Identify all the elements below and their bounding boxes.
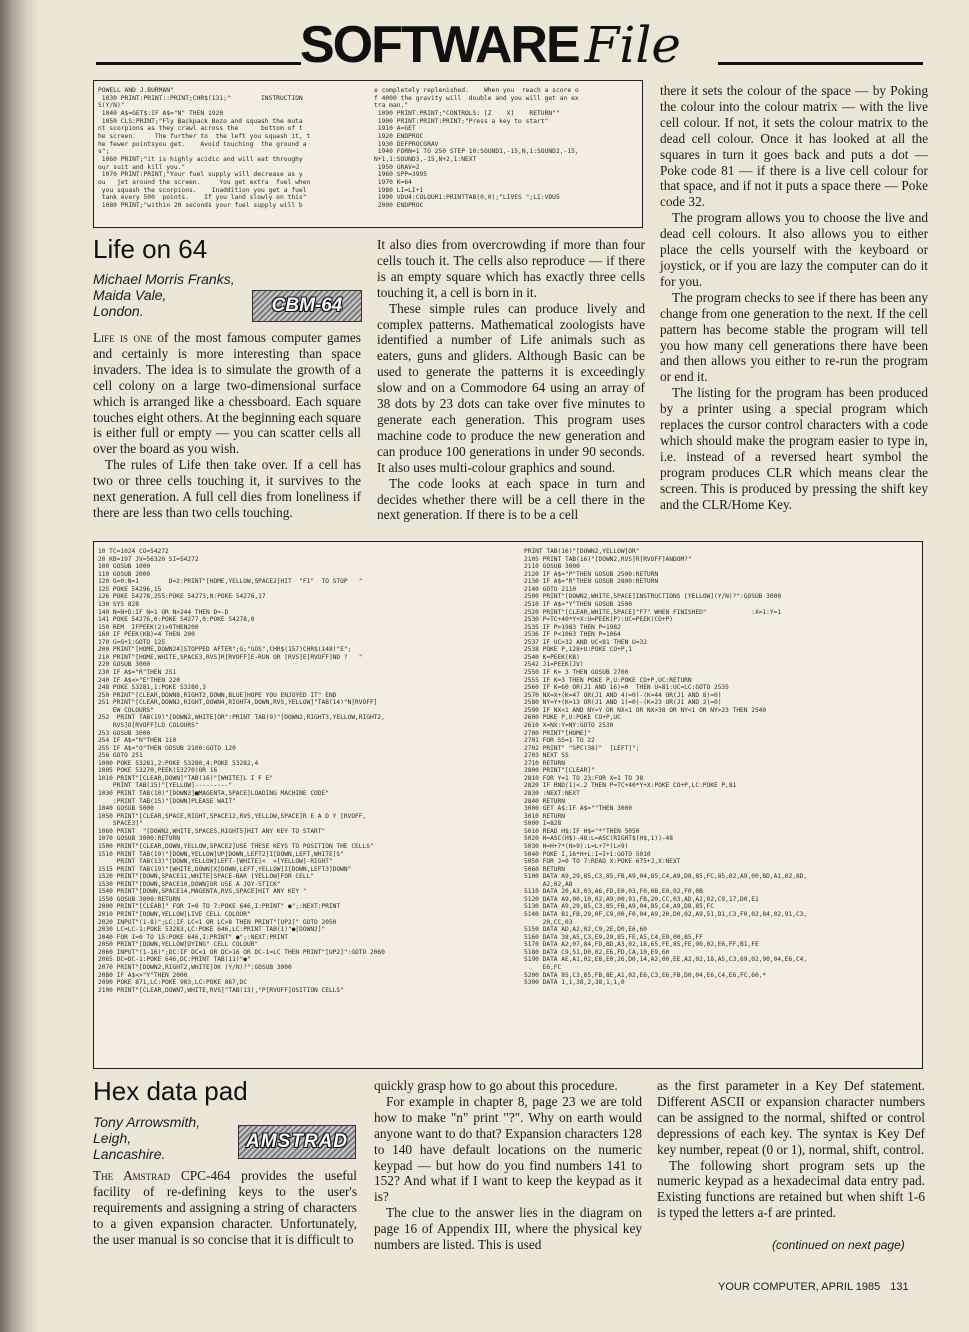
page-number: 131 [890,1281,909,1293]
article-hex-paragraph: The clue to the answer lies in the diagram on page 16 of Appendix III, where the physical key numbers are listed. This is used [374,1205,642,1253]
life-listing-left-column: 10 TC=1024 CO=54272 20 KB=197 JV=56320 SI=54272 100 GOSUB 1000 110 GOSUB 2000 120 G=0:N=1 D=2:PRINT"[HOME,YELLOW,SPACE2]HIT "F1" TO STOP " 125 POKE 54296,15 126 POKE 54278,255:POKE 54273,N:POKE 54276,17 130 SYS 828 140 N=N+D:IF N=1 OR N>244 THEN D=-D 141 POKE 54276,0:POKE 54277,0:POKE 54278,0 150 REM IFPEEK(2)>0THEN200 160 IF PEEK(KB)=4 THEN 200 170 G=G+1:GOTO 125 200 PRINT"[HOME,DOWN24]STOPPED AFTER";G;"GOS",CHR$(157)CHR$(148)"E"; 210 PRINT"[HOME,WHITE,SPACE3,RVS]R[RVOFF]E-RUN OR [RVS]E[RVOFF]ND ? " 220 GOSUB 3000 230 IF A$="R"THEN 251 240 IF A$<>"E"THEN 220 248 POKE 53281,1:POKE 53280,3 250 PRINT"[CLEAR,DOWN8,RIGHT2,DOWN,BLUE]HOPE YOU ENJOYED IT" END 251 PRINT"[CLEAR,DOWN2,RIGHT,DOWN4,RIGHT4,DOWN,RVS,YELLOW]"TAB(14)"N[RVOFF] EW COLOURS" 252 PRINT TAB(19)"[DOWN2,WHITE]OR":PRINT TAB(9)"[DOWN2,RIGHT3,YELLOW,RIGHT2, RVS]O[RVOFF]LD COLOURS" 253 GOSUB 3000 254 IF A$="N"THEN 110 255 IF A$="O"THEN GOSUB 2100:GOTO 120 256 GOTO 251 1000 POKE 53281,2:POKE 53280,4:POKE 53282,4 1005 POKE 53270,PEEK(53270)OR 16 1010 PRINT"[CLEAR,DOWN]"TAB(16)"[WHITE]L I F E" PRINT TAB(15)"[YELLOW]---------" 1030 PRINT TAB(10)"[DOWN3]■MAGENTA,SPACE]LOADING MACHINE CODE" :PRINT TAB(15)"[DOWN]PLEASE WAIT" 1040 GOSUB 5000 1050 PRINT"[CLEAR,SPACE,RIGHT,SPACE12,RVS,YELLOW,SPACE]R E A D Y [RVOFF, SPACE3]" 1060 PRINT "[DOWN2,WHITE,SPACE5,RIGHT5]HIT ANY KEY TO START" 1070 GOSUB 3000:RETURN 1500 PRINT"[CLEAR,DOWN,YELLOW,SPACE2]USE THESE KEYS TO POSITION THE CELLS" 1510 PRINT TAB(19)"[DOWN,YELLOW]UP[DOWN,LEFT2]I[DOWN,LEFT,WHITE]S" PRINT TAB(13)"[DOWN,YELLOW]LEFT-[WHITE]< >[YELLOW]-RIGHT" 1515 PRINT TAB(19)"[WHITE,DOWN]X[DOWN,LEFT,YELLOW]I[DOWN,LEFT3]DOWN" 1520 PRINT"[DOWN,SPACE11,WHITE]SPACE-BAR [YELLOW]FOR CELL" 1530 PRINT"[DOWN,SPACE10,DOWN]OR USE A JOY-STICK" 1540 PRINT"[DOWN,SPACE14,MAGENTA,RVS,SPACE]HIT ANY KEY " 1550 GOSUB 3000:RETURN 2000 PRINT"[CLEAR]" FOR I=0 TO 7:POKE 646,I:PRINT" ●";:NEXT:PRINT 2010 PRINT"[DOWN,YELLOW]LIVE CELL COLOUR" 2020 INPUT"(1-8)";LC:IF LC<1 OR LC>8 THEN PRINT"[UP2]" GOTO 2050 2030 LC=LC-1:POKE 53283,LC:POKE 646,LC:PRINT TAB(1)"●[DOWN2]" 2040 FOR I=0 TO 15:POKE 646,I:PRINT" ●";:NEXT:PRINT 2050 PRINT"[DOWN,YELLOW]DYING" CELL COLOUR" 2060 INPUT"(1-16)";DC:IF DC<1 OR DC>16 OR DC-1=LC THEN PRINT"[UP2]":GOTO 2060 2065 DC=DC-1:POKE 646,DC:PRINT TAB(11)"●" 2070 PRINT"[DOWN2,RIGHT2,WHITE]OK (Y/N)?":GOSUB 3000 2080 IF A$<>"Y"THEN 2000 2090 POKE 871,LC:POKE 903,LC:POKE 867,DC 2100 PRINT"[CLEAR,DOWN7,WHITE,RVS]"TAB(13),"P[RVOFF]OSITION CELLS" [98,548,385,994]
article-life-column-3 [660,83,928,512]
article-life-byline: Michael Morris Franks, Maida Vale, London. [93,271,235,319]
article-hex-byline: Tony Arrowsmith, Leigh, Lancashire. [93,1114,201,1162]
article-hex-paragraph: as the first parameter in a Key Def statement. Different ASCII or expansion character numbers can be assigned to the normal, shifted or control depressions of each key. The syntax is Key Def key number, repeat (0 or 1), normal, shift, control. [657,1078,925,1157]
article-life-column-2 [377,237,645,523]
article-life-lead: Life is one [93,330,152,345]
article-hex-text: CPC-464 provides the useful facility of re-defining keys to the user's requirements and assigning a string of characters to a given expansion character. Unfortunately, the user manual is so concise that it is difficult to [93,1168,357,1247]
amstrad-badge: AMSTRAD [238,1125,356,1159]
article-hex-paragraph: For example in chapter 8, page 23 we are told how to make "n" print "?". Why on earth would anyone want to do that? Expansion characters 128 to 140 have default locations on the numeric keypad — but how do you find numbers 141 to 152? And what if I want to keep the keypad as it is? [374,1093,642,1205]
article-life-paragraph: The listing for the program has been produced by a printer using a special program which replaces the cursor control characters with a code which should make the program easier to type in, i.e. instead of a reversed heart symbol the program produces CLR which means clear the screen. This is produced by pressing the shift key and the CLR/Home Key. [660,385,928,512]
masthead-script-title: File [584,16,681,74]
top-listing-left-column: POWELL AND J.BURMAN" 1030 PRINT:PRINT::PRINT;CHR$(131;" INSTRUCTION S(Y/N)" 1040 A$=GET$:IF A$="N" THEN 1920 1050 CLS:PRINT;"Fly Backpack Bozo and squash the muta nt scorpions as they crawl across the bottom of t he screen. The further to the left you squash it, t he fewer pointsyou get. Avoid touching the ground a s"; 1060 PRINT;"it is highly acidic and will eat throughy our suit and kill you." 1070 PRINT:PRINT;"Your fuel supply will decrease as y ou jet around the screen. You get extra fuel when you squash the scorpions. Inaddition you get a fuel tank every 500 points. If you land slowly on this" 1080 PRINT;"within 20 seconds your fuel supply will b [98,87,311,210]
article-hex-column-3 [657,1078,925,1221]
article-life-paragraph: The rules of Life then take over. If a cell has two or three cells touching it, it survives to the next generation. A full cell dies from loneliness if there are less than two cells touching. [93,457,361,520]
cbm64-badge: CBM-64 [252,290,362,322]
article-life-paragraph: The program allows you to choose the live and dead cell colours. It also allows you to either place the cells yourself with the keyboard or joystick, or if you are lazy the computer can do it for you. [660,210,928,289]
article-life-paragraph: These simple rules can produce lively and complex patterns. Mathematical zoologists have identified a number of Life animals such as eaters, guns and gliders. Although Basic can be used to generate the patterns it is exceedingly slow and on a Commodore 64 using an array of 38 dots by 23 dots can take over five minutes to generate each generation. This program uses machine code to produce the new generation and can produce 100 generations in under 90 seconds. It also uses multi-colour graphics and sound. [377,300,645,475]
article-life-paragraph: The program checks to see if there has been any change from one generation to the next. If the cell pattern has become stable the program will tell you how many cell generations there have been and then allows you either to re-run the program or end it. [660,289,928,385]
life-listing-right-column: PRINT TAB(16)"[DOWN2,YELLOW]OR" 2105 PRINT TAB(16)"[DOWN2,RVS]R[RVOFF]ANDOM?" 2110 GOSUB 3000 2120 IF A$="P"THEN GOSUB 2500:RETURN 2130 IF A$="R"THEN GOSUB 2800:RETURN 2140 GOTO 2110 2500 PRINT"[DOWN2,WHITE,SPACE]INSTRUCTIONS [YELLOW](Y/N)?":GOSUB 3000 2510 IF A$="Y"THEN GOSUB 1500 2520 PRINT"[CLEAR,WHITE,SPACE]"F7" WHEN FINISHED" :X=1:Y=1 2530 P=TC+40*Y+X:U=PEEK(P):UC=PEEK(CO+P) 2535 IF P>1983 THEN P=1982 2536 IF P<1063 THEN P=1064 2537 IF UC>32 AND UC<81 THEN U=32 2538 POKE P,128+U:POKE CO+P,1 2540 K=PEEK(KB) 2542 J1=PEEK(JV) 2550 IF K= 3 THEN GOSUB 2700 2555 IF K=3 THEN POKE P,U:POKE CO+P,UC:RETURN 2560 IF K=60 OR(J1 AND 16)=0 THEN U=81:UC=LC:GOTO 2535 2570 NX=X+(K=47 OR(J1 AND 4)=0)-(K=44 OR(J1 AND 8)=0) 2580 NY=Y+(K=13 OR(J1 AND 1)=0)-(K=23 OR(J1 AND 2)=0) 2590 IF NX<1 AND NY=Y OR NX<1 OR NX>38 OR NY<1 OR NY>23 THEN 2540 2600 POKE P,U:POKE CO+P,UC 2610 X=NX:Y=NY:GOTO 2530 2700 PRINT"[HOME]" 2701 FOR SS=1 TO 22 2702 PRINT" "SPC(38)" [LEFT]"; 2703 NEXT SS 2710 RETURN 2800 PRINT"[CLEAR]" 2810 FOR Y=1 TO 23:FOR X=1 TO 38 2820 IF RND(1)<.2 THEN P=TC+40*Y+X:POKE CO+P,LC:POKE P,81 2830 :NEXT:NEXT 2840 RETURN 3000 GET A$:IF A$=""THEN 3000 3010 RETURN 5000 I=828 5010 READ H$:IF H$="*"THEN 5050 5020 H=ASC(H$)-48:L=ASC(RIGHT$(H$,1))-48 5030 H=H+7*(H>9):L=L+7*(L>9) 5040 POKE I,16*H+L:I=I+1:GOTO 5010 5050 FOR J=0 TO 7:READ X:POKE 675+J,X:NEXT 5060 RETURN 5100 DATA A9,29,85,C3,85,FB,A9,04,85,C4,A9,D8,85,FC,85,02,A9,00,8D,A1,02,8D, A2,02,A8 5110 DATA 20,A3,03,A6,FD,E0,03,F0,0B,E0,02,F0,0B 5120 DATA A9,00,10,02,A9,00,91,FB,20,CC,03,AD,A2,02,C9,17,D0,E1 5130 DATA A9,29,85,C3,85,FB,A9,04,85,C4,A9,D8,85,FC 5140 DATA B1,FB,29,0F,C9,00,F0,04,A9,20,D0,02,A9,51,D1,C3,F0,02,84,02,91,C3, 20,CC,03 5150 DATA AD,A2,02,C9,2E,D0,E6,60 5160 DATA 38,A5,C3,E9,29,85,FE,A5,C4,E9,00,85,FF 5170 DATA A2,07,84,FD,BD,A3,02,18,65,FE,85,FE,90,02,E6,FF,B1,FE 5180 DATA C9,51,D0,02,E6,FD,CA,10,E9,60 5190 DATA AE,A1,02,E8,E0,26,D0,14,A2,00,EE,A2,02,18,A5,C3,69,02,90,04,E6,C4, E6,FC 5200 DATA 85,C3,85,FB,8E,A1,02,E6,C3,E6,FB,D0,04,E6,C4,E6,FC,60,* 5300 DATA 1,1,38,2,38,1,1,0 [524,548,808,987]
article-life-title: Life on 64 [93,234,208,264]
article-hex-paragraph: The following short program sets up the numeric keypad as a hexadecimal data entry pad. Existing functions are retained but when shift 1-6 is typed the letters a-f are printed. [657,1157,925,1221]
article-life-paragraph: The code looks at each space in turn and decides whether there will be a cell there in the next generation. If there is to be a cell [377,475,645,523]
article-hex-paragraph: quickly grasp how to go about this procedure. [374,1078,618,1093]
top-program-listing [93,80,643,228]
article-hex-paragraph [93,1168,357,1248]
article-life-paragraph: there it sets the colour of the space — by Poking the colour into the colour matrix — with the live cell colour. If not, it sets the colour matrix to the dead cell colour. Once it has looked at all the squares in turn it goes back and puts a dot — Poke code 81 — if there is a live cell colour for that space, and if not it puts a space there — Poke code 32. [660,83,928,210]
footer-magazine-issue: YOUR COMPUTER, APRIL 1985 [718,1281,881,1293]
section-masthead [300,18,681,72]
life-program-listing [93,541,923,1069]
masthead-bold-title: SOFTWARE [300,16,579,74]
article-hex-column-2 [374,1078,642,1253]
page-footer [718,1281,909,1293]
header-rule-left [96,62,301,65]
article-life-column-1 [93,330,361,521]
article-hex-lead: The Amstrad [93,1168,171,1183]
continued-notice: (continued on next page) [772,1238,905,1252]
top-listing-right-column: e completely replenished. When you reach a score o f 4000 the gravity will double and you will get an ex tra man." 1090 PRINT:PRINT;"CONTROLS: [Z X] RETURN"" 1900 PRINT:PRINT:PRINT;"Press a key to start" 1910 A=GET 1920 ENDPROC 1930 DEFPROCGRAV 1940 FORN=1 TO 250 STEP 10:SOUND1,-15,N,1:SOUND2,-15, N+1,1:SOUND3,-15,N+2,1:NEXT 1950 GRAV=2 1960 SPP=3995 1970 K=64 1980 LI=LI+1 1990 VDU4:COLOUR1:PRINTTAB(0,0);"LIVES ";LI:VDU5 2000 ENDPROC [374,87,579,210]
article-life-paragraph: It also dies from overcrowding if more than four cells touch it. The cells also reproduce — if there is an empty square which has exactly three cells touching it, a cell is born in it. [377,237,645,300]
header-rule-right [718,62,923,65]
article-life-text: of the most famous computer games and certainly is more interesting than space invaders. The idea is to simulate the growth of a cell colony on a large two-dimensional surface which is arranged like a chessboard. Each square touches eight others. At the beginning each square is either full or empty — you can scatter cells all over the board as you wish. [93,330,361,457]
article-hex-column-1 [93,1168,357,1248]
article-hex-title: Hex data pad [93,1076,248,1106]
page-spine-shadow [0,0,40,1332]
article-life-paragraph [93,330,361,457]
